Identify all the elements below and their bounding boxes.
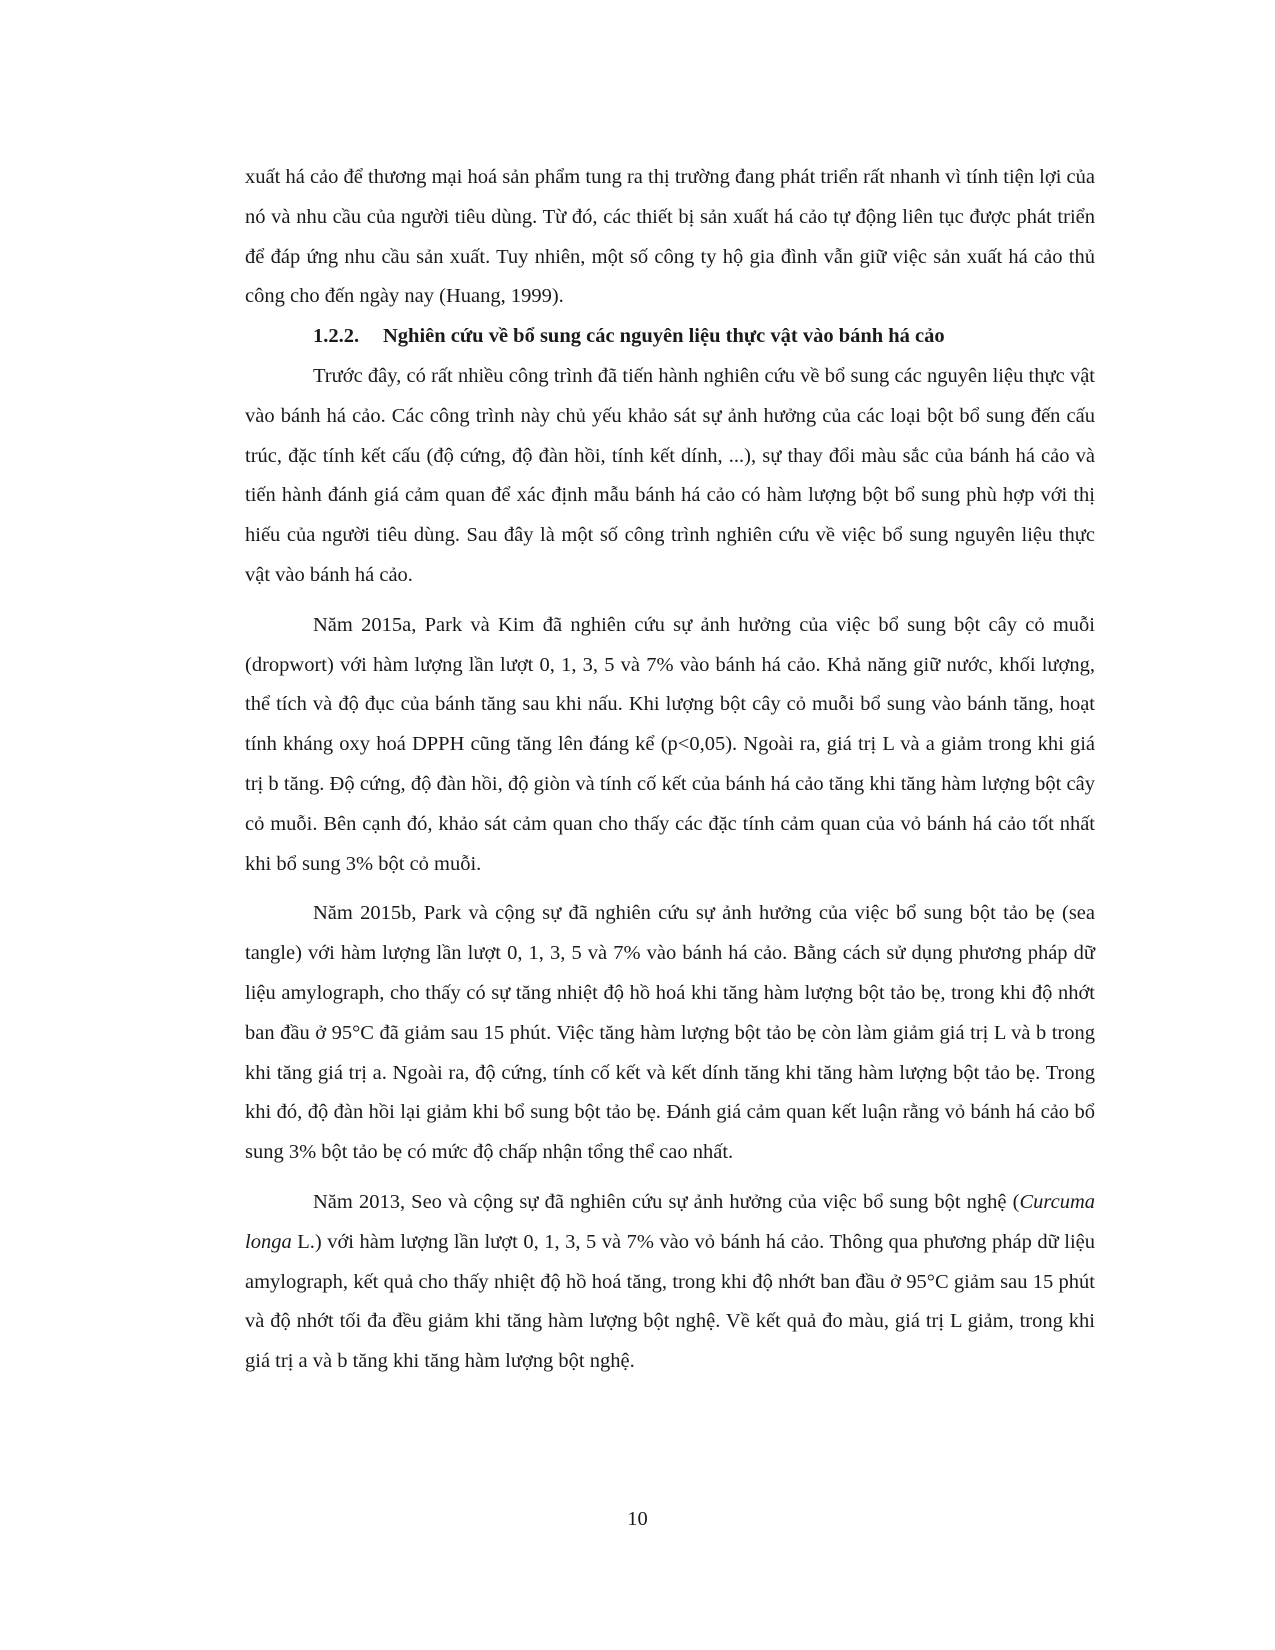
section-title: Nghiên cứu về bổ sung các nguyên liệu thực vật vào bánh há cảo [383,325,945,348]
section-heading [245,317,1095,357]
paragraph-intro: Trước đây, có rất nhiều công trình đã tiến hành nghiên cứu về bổ sung các nguyên liệu thực vật vào bánh há cảo. Các công trình này chủ yếu khảo sát sự ảnh hưởng của các loại bột bổ sung đến cấu trúc, đặc tính kết cấu (độ cứng, độ đàn hồi, tính kết dính, ...), sự thay đổi màu sắc của bánh há cảo và tiến hành đánh giá cảm quan để xác định mẫu bánh há cảo có hàm lượng bột bổ sung phù hợp với thị hiếu của người tiêu dùng. Sau đây là một số công trình nghiên cứu về việc bổ sung nguyên liệu thực vật vào bánh há cảo. [245,364,1095,586]
paragraph-seo-lead: Năm 2013, Seo và cộng sự đã nghiên cứu sự ảnh hưởng của việc bổ sung bột nghệ ( [313,1190,1020,1213]
page-body [245,158,1095,1382]
paragraph-continuation: xuất há cảo để thương mại hoá sản phẩm tung ra thị trường đang phát triển rất nhanh vì tính tiện lợi của nó và nhu cầu của người tiêu dùng. Từ đó, các thiết bị sản xuất há cảo tự động liên tục được phát triển để đáp ứng nhu cầu sản xuất. Tuy nhiên, một số công ty hộ gia đình vẫn giữ việc sản xuất há cảo thủ công cho đến ngày nay (Huang, 1999). [245,166,1095,308]
paragraph-seo-2013 [245,1183,1095,1382]
paragraph-park-2015b: Năm 2015b, Park và cộng sự đã nghiên cứu sự ảnh hưởng của việc bổ sung bột tảo bẹ (sea tangle) với hàm lượng lần lượt 0, 1, 3, 5 và 7% vào bánh há cảo. Bằng cách sử dụng phương pháp dữ liệu amylograph, cho thấy có sự tăng nhiệt độ hồ hoá khi tăng hàm lượng bột tảo bẹ, trong khi độ nhớt ban đầu ở 95°C đã giảm sau 15 phút. Việc tăng hàm lượng bột tảo bẹ còn làm giảm giá trị L và b trong khi tăng giá trị a. Ngoài ra, độ cứng, tính cố kết và kết dính tăng khi tăng hàm lượng bột tảo bẹ. Trong khi đó, độ đàn hồi lại giảm khi bổ sung bột tảo bẹ. Đánh giá cảm quan kết luận rằng vỏ bánh há cảo bổ sung 3% bột tảo bẹ có mức độ chấp nhận tổng thể cao nhất. [245,902,1095,1164]
page-number: 10 [627,1508,648,1530]
section-number: 1.2.2. [313,325,360,348]
paragraph-park-kim-2015a: Năm 2015a, Park và Kim đã nghiên cứu sự ảnh hưởng của việc bổ sung bột cây cỏ muỗi (dropwort) với hàm lượng lần lượt 0, 1, 3, 5 và 7% vào bánh há cảo. Khả năng giữ nước, khối lượng, thể tích và độ đục của bánh tăng sau khi nấu. Khi lượng bột cây cỏ muỗi bổ sung vào bánh tăng, hoạt tính kháng oxy hoá DPPH cũng tăng lên đáng kể (p<0,05). Ngoài ra, giá trị L và a giảm trong khi giá trị b tăng. Độ cứng, độ đàn hồi, độ giòn và tính cố kết của bánh há cảo tăng khi tăng hàm lượng bột cây cỏ muỗi. Bên cạnh đó, khảo sát cảm quan cho thấy các đặc tính cảm quan của vỏ bánh há cảo tốt nhất khi bổ sung 3% bột cỏ muỗi. [245,613,1095,875]
species-name: Curcuma longa [245,1190,1095,1253]
paragraph-seo-rest: L.) với hàm lượng lần lượt 0, 1, 3, 5 và 7% vào vỏ bánh há cảo. Thông qua phương pháp dữ liệu amylograph, kết quả cho thấy nhiệt độ hồ hoá tăng, trong khi độ nhớt ban đầu ở 95°C giảm sau 15 phút và độ nhớt tối đa đều giảm khi tăng hàm lượng bột nghệ. Về kết quả đo màu, giá trị L giảm, trong khi giá trị a và b tăng khi tăng hàm lượng bột nghệ. [245,1230,1095,1373]
